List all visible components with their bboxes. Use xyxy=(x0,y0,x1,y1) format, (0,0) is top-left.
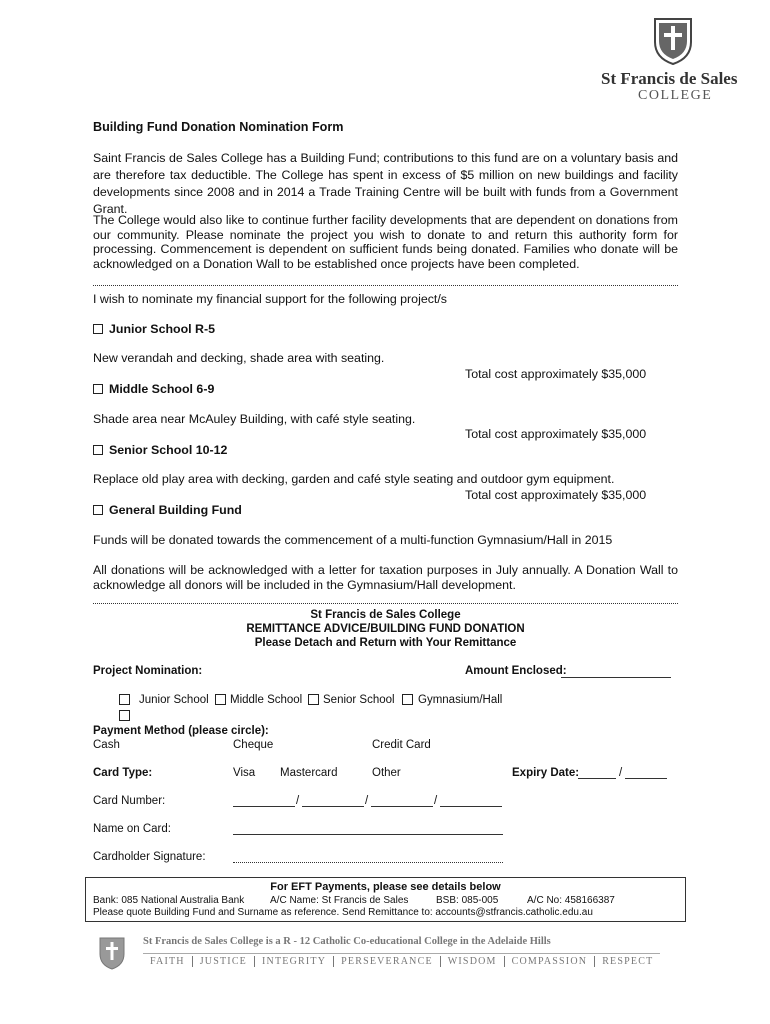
value-word: PERSEVERANCE xyxy=(334,956,441,967)
project-junior xyxy=(93,322,215,336)
option-gym-checkbox[interactable] xyxy=(402,694,413,705)
project-cost: Total cost approximately $35,000 xyxy=(465,488,647,502)
option-senior-checkbox[interactable] xyxy=(308,694,319,705)
value-word: FAITH xyxy=(143,956,193,967)
card-number-label: Card Number: xyxy=(93,795,166,807)
divider-dotted xyxy=(93,285,678,286)
option-middle-checkbox[interactable] xyxy=(215,694,226,705)
footer-crest-logo xyxy=(98,936,126,970)
amount-label: Amount Enclosed: xyxy=(465,665,567,677)
project-middle xyxy=(93,382,214,396)
card-mastercard[interactable]: Mastercard xyxy=(280,767,338,779)
college-name-logo: St Francis de Sales xyxy=(601,69,738,88)
project-desc: Shade area near McAuley Building, with café style seating. xyxy=(93,412,416,426)
senior-checkbox[interactable] xyxy=(93,445,103,455)
expiry-month-field[interactable] xyxy=(578,778,616,779)
card-number-field-4[interactable] xyxy=(440,806,502,807)
payment-cash[interactable]: Cash xyxy=(93,739,120,751)
footer-crest-icon xyxy=(98,936,126,970)
project-senior xyxy=(93,443,227,457)
crest-shield-icon xyxy=(652,16,694,66)
value-word: COMPASSION xyxy=(505,956,596,967)
card-number-slash: / xyxy=(296,795,300,807)
card-visa[interactable]: Visa xyxy=(233,767,256,779)
remittance-instruction: Please Detach and Return with Your Remittance xyxy=(254,637,517,649)
general-checkbox[interactable] xyxy=(93,505,103,515)
value-word: JUSTICE xyxy=(193,956,255,967)
eft-bsb: BSB: 085-005 xyxy=(436,895,499,906)
option-junior-checkbox[interactable] xyxy=(119,694,130,705)
project-label: Junior School R-5 xyxy=(109,322,216,336)
project-nomination-label: Project Nomination: xyxy=(93,665,203,677)
expiry-slash: / xyxy=(619,767,623,779)
page-title: Building Fund Donation Nomination Form xyxy=(93,120,344,134)
detach-line-dotted xyxy=(93,603,678,604)
intro-paragraph-1: Saint Francis de Sales College has a Building Fund; contributions to this fund are on a voluntary basis and are therefore tax deductible. The College has spent in excess of $5 million on new buildings and facility developments since 2008 and in 2014 a Trade Training Centre will be built with funds from a Government Grant. xyxy=(93,151,678,216)
card-number-slash: / xyxy=(434,795,438,807)
eft-note: Please quote Building Fund and Surname as reference. Send Remittance to: accounts@stfrancis.catholic.edu.au xyxy=(93,907,593,918)
project-label: Middle School 6-9 xyxy=(109,382,215,396)
value-word: INTEGRITY xyxy=(255,956,334,967)
project-general xyxy=(93,503,242,517)
project-desc: New verandah and decking, shade area with seating. xyxy=(93,351,385,365)
project-desc: Funds will be donated towards the commencement of a multi-function Gymnasium/Hall in 2015 xyxy=(93,533,613,547)
name-on-card-field[interactable] xyxy=(233,834,503,835)
option-label: Junior School xyxy=(139,694,209,706)
expiry-year-field[interactable] xyxy=(625,778,667,779)
name-on-card-label: Name on Card: xyxy=(93,823,171,835)
payment-credit-card[interactable]: Credit Card xyxy=(372,739,431,751)
signature-label: Cardholder Signature: xyxy=(93,851,206,863)
middle-checkbox[interactable] xyxy=(93,384,103,394)
eft-heading: For EFT Payments, please see details below xyxy=(270,881,501,893)
project-label: General Building Fund xyxy=(109,503,242,517)
college-crest-logo xyxy=(652,16,694,66)
project-desc: Replace old play area with decking, garden and café style seating and outdoor gym equipment. xyxy=(93,472,615,486)
eft-box xyxy=(85,877,686,922)
project-cost: Total cost approximately $35,000 xyxy=(465,427,647,441)
footer-values xyxy=(143,953,660,967)
eft-ac-no: A/C No: 458166387 xyxy=(527,895,615,906)
card-number-field-3[interactable] xyxy=(371,806,433,807)
option-label: Gymnasium/Hall xyxy=(418,694,503,706)
eft-ac-name: A/C Name: St Francis de Sales xyxy=(270,895,409,906)
remittance-college: St Francis de Sales College xyxy=(310,609,461,621)
option-label: Senior School xyxy=(323,694,395,706)
card-number-slash: / xyxy=(365,795,369,807)
college-sub-logo: COLLEGE xyxy=(638,88,713,103)
option-extra-checkbox[interactable] xyxy=(119,710,130,721)
value-word: WISDOM xyxy=(441,956,505,967)
amount-field[interactable] xyxy=(561,677,671,678)
option-label: Middle School xyxy=(230,694,303,706)
project-cost: Total cost approximately $35,000 xyxy=(465,367,647,381)
expiry-label: Expiry Date: xyxy=(512,767,580,779)
payment-cheque[interactable]: Cheque xyxy=(233,739,274,751)
signature-field[interactable] xyxy=(233,862,503,863)
card-number-field-2[interactable] xyxy=(302,806,364,807)
acknowledge-paragraph: All donations will be acknowledged with a letter for taxation purposes in July annually. A Donation Wall to acknowledge all donors will be included in the Gymnasium/Hall development. xyxy=(93,563,678,592)
card-type-label: Card Type: xyxy=(93,767,153,779)
junior-checkbox[interactable] xyxy=(93,324,103,334)
value-word: RESPECT xyxy=(602,956,654,967)
card-number-field-1[interactable] xyxy=(233,806,295,807)
project-label: Senior School 10-12 xyxy=(109,443,228,457)
remittance-heading: REMITTANCE ADVICE/BUILDING FUND DONATION xyxy=(246,623,525,635)
intro-paragraph-2: The College would also like to continue further facility developments that are dependent on donations from our community. Please nominate the project you wish to donate to and return this authority form for processing. Commencement is dependent on sufficient funds being donated. Families who donate will be acknowledged on a Donation Wall to be established once projects have been completed. xyxy=(93,213,678,271)
nominate-line: I wish to nominate my financial support for the following project/s xyxy=(93,292,447,306)
card-other[interactable]: Other xyxy=(372,767,401,779)
payment-method-label: Payment Method (please circle): xyxy=(93,725,269,737)
eft-bank: Bank: 085 National Australia Bank xyxy=(93,895,245,906)
footer-tagline: St Francis de Sales College is a R - 12 Catholic Co-educational College in the Adelaide Hills xyxy=(143,936,551,947)
